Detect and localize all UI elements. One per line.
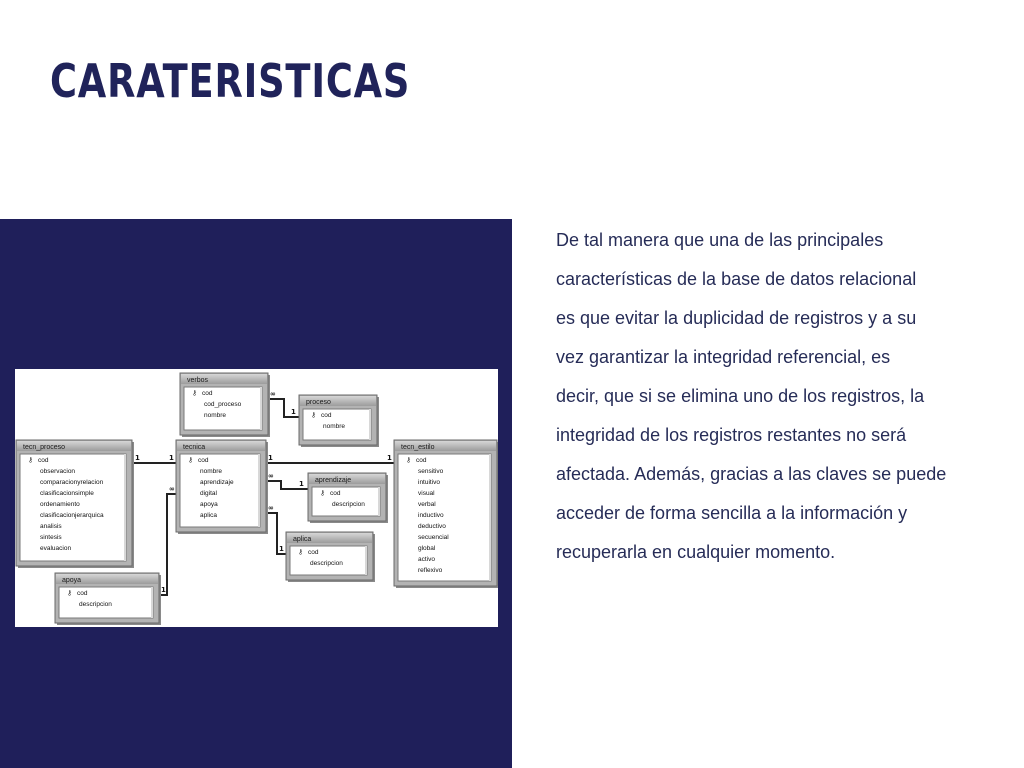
field-name: nombre [204, 412, 227, 419]
table-title: aplica [293, 536, 312, 543]
body-line: vez garantizar la integridad referencial, es [556, 347, 891, 367]
field-name: nombre [200, 468, 223, 475]
one-label: 1 [161, 586, 166, 594]
one-label: 1 [299, 480, 304, 488]
body-paragraph [556, 221, 996, 572]
field-name: cod [202, 390, 213, 397]
relationship-line [159, 494, 176, 595]
field-name: cod [308, 549, 319, 556]
table-verbos [180, 373, 270, 437]
table-title: tecnica [183, 444, 206, 451]
table-title: apoya [62, 577, 82, 584]
many-label: ∞ [268, 504, 274, 512]
field-name: ordenamiento [40, 501, 80, 508]
field-name: cod [38, 457, 49, 464]
many-label: ∞ [270, 390, 276, 398]
one-label: 1 [268, 454, 273, 462]
key-icon: ⚷ [192, 389, 198, 397]
field-name: reflexivo [418, 567, 443, 574]
key-icon: ⚷ [67, 589, 73, 597]
key-icon: ⚷ [320, 489, 326, 497]
key-icon: ⚷ [28, 456, 34, 464]
table-tecn-estilo [394, 440, 498, 588]
table-tecnica [176, 440, 268, 534]
field-name: evaluacion [40, 545, 72, 552]
field-name: descripcion [332, 501, 365, 508]
body-line: acceder de forma sencilla a la información y [556, 503, 908, 523]
field-name: cod [198, 457, 209, 464]
table-apoya [55, 573, 161, 625]
field-name: apoya [200, 501, 218, 508]
one-label: 1 [135, 454, 140, 462]
one-label: 1 [279, 545, 284, 553]
field-name: sensitivo [418, 468, 444, 475]
field-name: clasificacionjerarquica [40, 512, 104, 519]
one-label: 1 [169, 454, 174, 462]
field-name: cod_proceso [204, 401, 242, 408]
many-label: ∞ [268, 472, 274, 480]
body-line: decir, que si se elimina uno de los registros, la [556, 386, 925, 406]
field-name: cod [321, 412, 332, 419]
key-icon: ⚷ [311, 411, 317, 419]
slide-title: CARATERISTICAS [50, 54, 411, 108]
table-tecn-proceso [16, 440, 134, 568]
relationship-diagram [15, 369, 498, 627]
field-name: secuencial [418, 534, 449, 541]
key-icon: ⚷ [406, 456, 412, 464]
table-title: aprendizaje [315, 477, 352, 484]
field-name: global [418, 545, 436, 552]
field-name: descripcion [310, 560, 343, 567]
many-label: ∞ [169, 485, 175, 493]
field-name: descripcion [79, 601, 112, 608]
field-name: aplica [200, 512, 217, 519]
field-name: cod [330, 490, 341, 497]
field-name: aprendizaje [200, 479, 234, 486]
table-title: tecn_estilo [401, 444, 435, 451]
field-name: cod [77, 590, 88, 597]
body-line: características de la base de datos relacional [556, 269, 917, 289]
field-name: nombre [323, 423, 346, 430]
body-line: De tal manera que una de las principales [556, 230, 884, 250]
table-aprendizaje [308, 473, 388, 523]
body-line: es que evitar la duplicidad de registros y a su [556, 308, 917, 328]
field-name: cod [416, 457, 427, 464]
table-title: tecn_proceso [23, 444, 66, 451]
table-title: verbos [187, 377, 209, 384]
field-name: visual [418, 490, 435, 497]
field-name: comparacionyrelacion [40, 479, 104, 486]
body-line: afectada. Además, gracias a las claves se puede [556, 464, 947, 484]
body-line: recuperarla en cualquier momento. [556, 542, 836, 562]
tables-layer [16, 373, 498, 625]
field-name: sintesis [40, 534, 62, 541]
field-name: deductivo [418, 523, 446, 530]
field-name: observacion [40, 468, 76, 475]
key-icon: ⚷ [188, 456, 194, 464]
table-title: proceso [306, 399, 331, 406]
field-name: clasificacionsimple [40, 490, 94, 497]
table-proceso [299, 395, 379, 447]
field-name: activo [418, 556, 435, 563]
one-label: 1 [387, 454, 392, 462]
field-name: inductivo [418, 512, 444, 519]
relationship-diagram-svg [15, 369, 498, 627]
field-name: verbal [418, 501, 436, 508]
table-aplica [286, 532, 375, 582]
field-name: intuitivo [418, 479, 441, 486]
body-line: integridad de los registros restantes no será [556, 425, 907, 445]
one-label: 1 [291, 408, 296, 416]
field-name: digital [200, 490, 217, 497]
field-name: analisis [40, 523, 62, 530]
key-icon: ⚷ [298, 548, 304, 556]
